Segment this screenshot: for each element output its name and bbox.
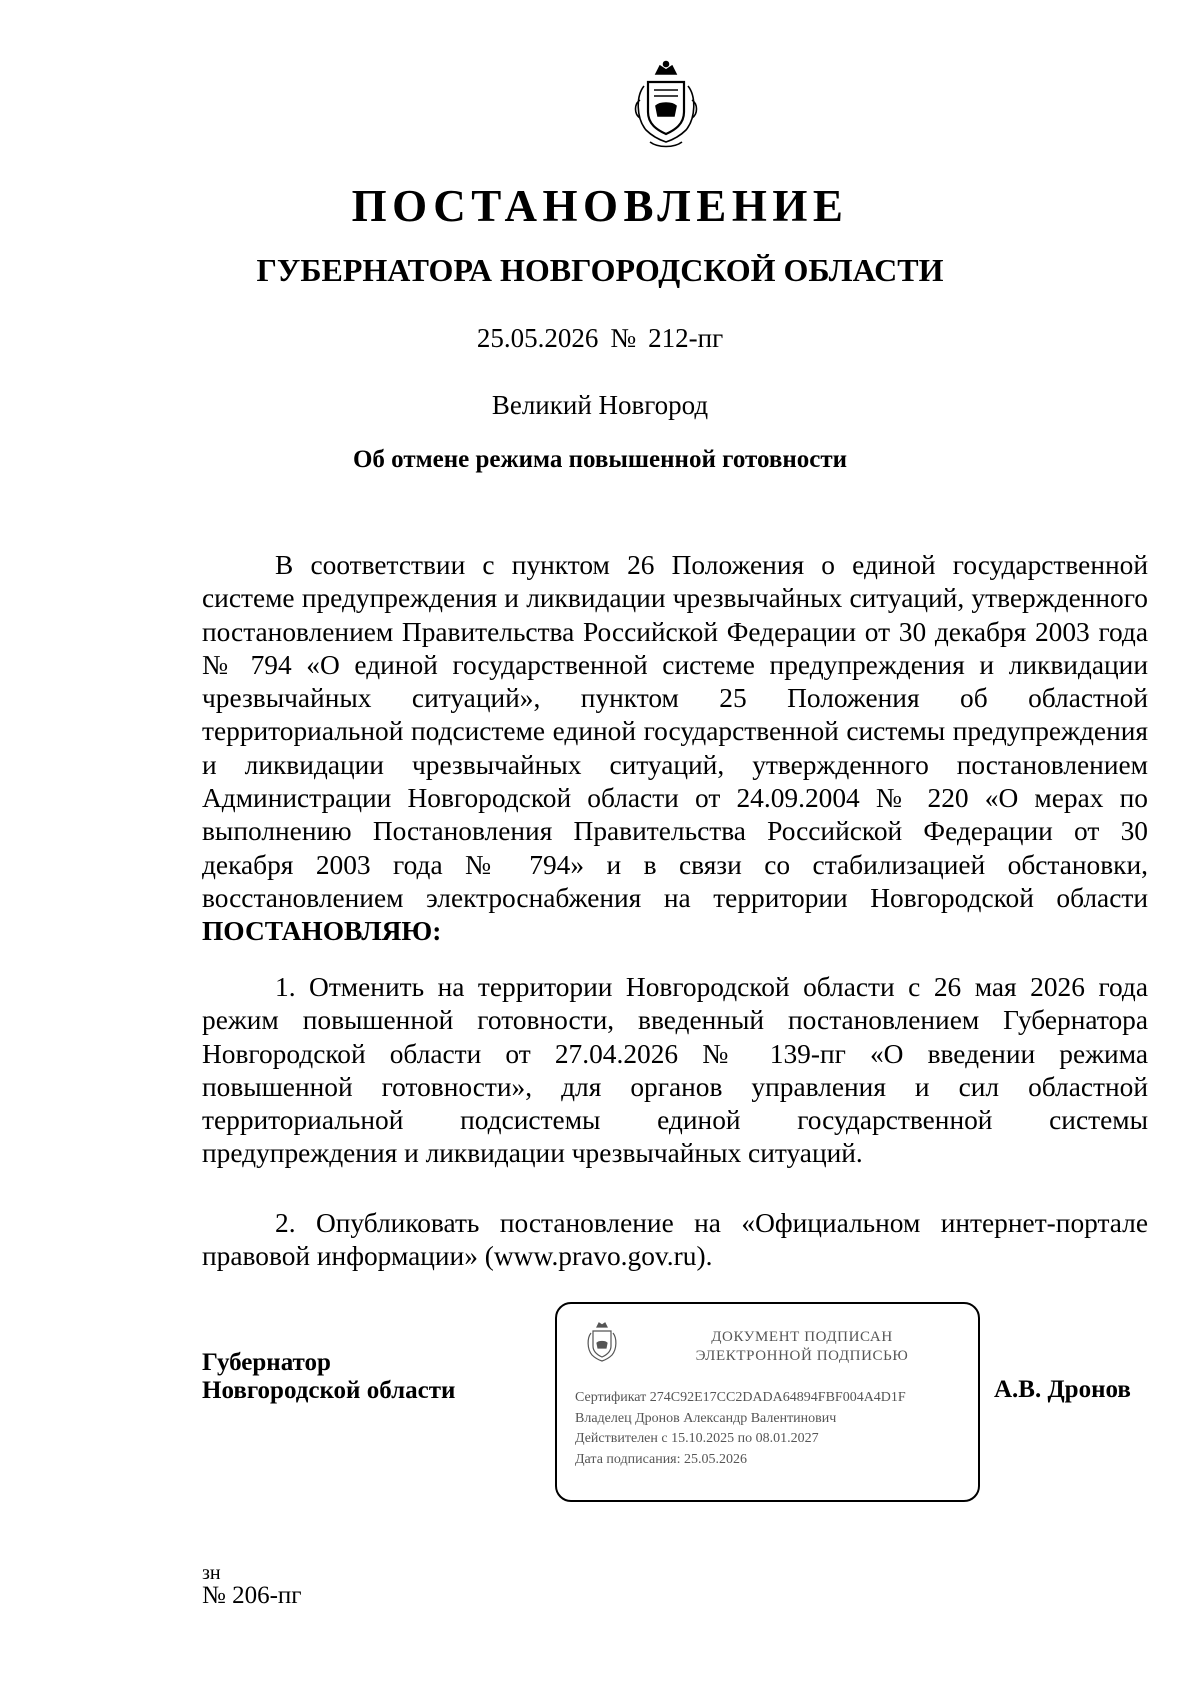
stamp-details [575,1388,906,1470]
issuer-title: ГУБЕРНАТОРА НОВГОРОДСКОЙ ОБЛАСТИ [256,252,944,288]
coat-of-arms-icon [584,1320,620,1366]
preamble-paragraph [202,549,1148,949]
document-number: 212-пг [648,323,724,353]
footer-ref-number: № 206-пг [202,1582,302,1609]
document-date: 25.05.2026 [476,323,599,353]
coat-of-arms-icon [630,60,702,152]
preamble-text: В соответствии с пунктом 26 Положения о единой государственной системе предупреждения и ликвидации чрезвычайных ситуаций, утвержденного постановлением Правительства Российской Федерации от 30 декабря 2003 года № 794 «О единой государственной системе предупреждения и ликвидации чрезвычайных ситуаций», пунктом 25 Положения об областной территориальной подсистеме единой государственной системы предупреждения и ликвидации чрезвычайных ситуаций, утвержденного постановлением Администрации Новгородской области от 24.09.2004 № 220 «О мерах по выполнению Постановления Правительства Российской Федерации от 30 декабря 2003 года № 794» и в связи со стабилизацией обстановки, восстановлением электроснабжения на территории Новгородской области [202,550,1148,913]
item-2-text: 2. Опубликовать постановление на «Официальном интернет-портале правовой информации» (www.pravo.gov.ru). [202,1208,1148,1272]
stamp-owner: Владелец Дронов Александр Валентинович [575,1410,837,1426]
date-number-line [0,323,1200,354]
signer-position-line2: Новгородской области [202,1377,456,1404]
city: Великий Новгород [491,390,709,420]
stamp-validity: Действителен с 15.10.2025 по 08.01.2027 [575,1431,819,1446]
stamp-signed-date: Дата подписания: 25.05.2026 [575,1451,748,1467]
signer-position-line1: Губернатор [202,1349,331,1376]
stamp-heading [637,1328,967,1366]
stamp-heading-line2: ЭЛЕКТРОННОЙ ПОДПИСЬЮ [695,1348,909,1364]
item-1-text: 1. Отменить на территории Новгородской области с 26 мая 2026 года режим повышенной готовности, введенный постановлением Губернатора Новгородской области от 27.04.2026 № 139-пг «О введении режима повышенной готовности», для органов управления и сил областной территориальной подсистемы единой государственной системы предупреждения и ликвидации чрезвычайных ситуаций. [202,972,1148,1169]
document-subject: Об отмене режима повышенной готовности [352,446,848,473]
decree-word: ПОСТАНОВЛЯЮ: [202,916,442,947]
footer-initials: зн [202,1562,221,1584]
electronic-signature-stamp [555,1302,980,1502]
stamp-heading-line1: ДОКУМЕНТ ПОДПИСАН [711,1329,893,1345]
signer-name: А.В. Дронов [994,1376,1131,1403]
item-2-paragraph [202,1207,1148,1274]
document-type-title: ПОСТАНОВЛЕНИЕ [351,181,849,231]
signer-position [202,1349,455,1405]
item-1-paragraph [202,971,1148,1171]
stamp-certificate: Сертификат 274C92E17CC2DADA64894FBF004A4D1F [575,1390,906,1405]
number-sign: № [610,323,637,353]
footer-reference [202,1563,302,1609]
